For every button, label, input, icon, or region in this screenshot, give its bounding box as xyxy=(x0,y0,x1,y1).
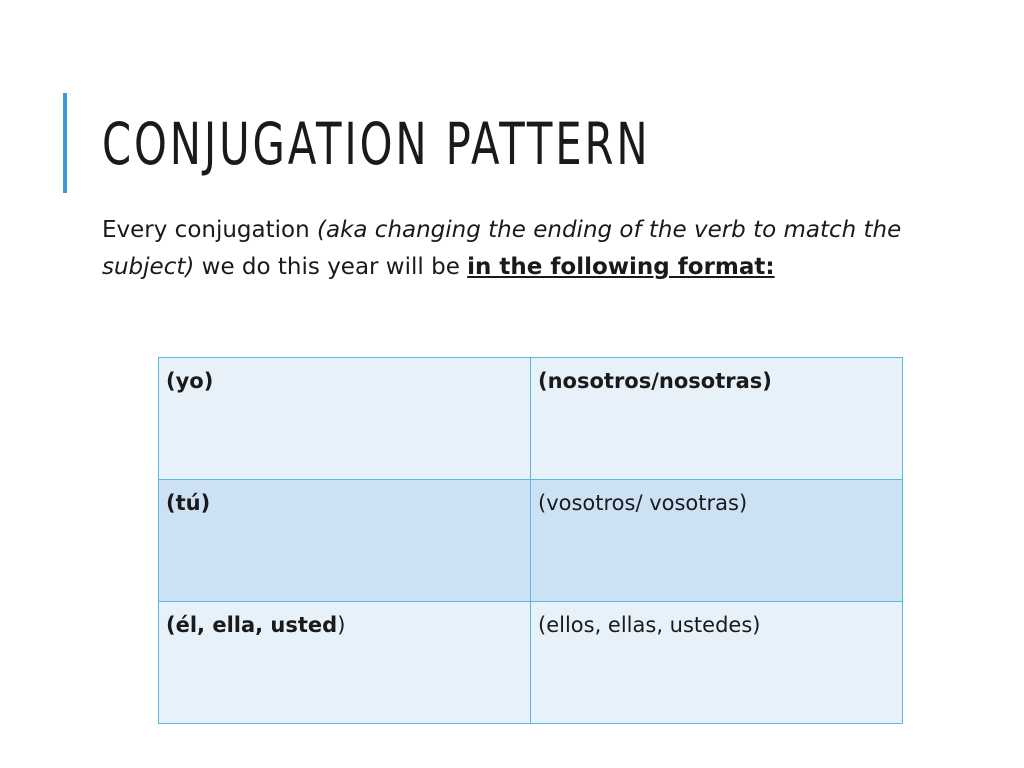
table-cell-tu xyxy=(159,480,531,602)
cell-bold-text: (él, ella, usted xyxy=(166,613,338,637)
conjugation-table xyxy=(158,357,903,724)
table-row xyxy=(159,480,903,602)
title-accent-bar xyxy=(63,93,67,193)
cell-bold-text: (tú) xyxy=(166,491,211,515)
slide-title: CONJUGATION PATTERN xyxy=(102,110,651,178)
body-text-middle: we do this year will be xyxy=(194,254,468,280)
slide-body-text xyxy=(102,212,902,286)
cell-text: (ellos, ellas, ustedes) xyxy=(538,613,761,637)
body-text-italic-note: (aka changing the ending of the verb to match the subject) xyxy=(102,217,902,280)
table-cell-nosotros xyxy=(531,358,903,480)
cell-bold-text: (yo) xyxy=(166,369,214,393)
table-row xyxy=(159,602,903,724)
table-cell-yo xyxy=(159,358,531,480)
table-cell-el-ella-usted xyxy=(159,602,531,724)
body-text-intro: Every conjugation xyxy=(102,217,317,243)
body-text-underlined: in the following format: xyxy=(467,254,775,280)
cell-text: (vosotros/ vosotras) xyxy=(538,491,748,515)
cell-bold-text: (nosotros/nosotras) xyxy=(538,369,772,393)
table-cell-ellos-ellas-ustedes xyxy=(531,602,903,724)
table-cell-vosotros xyxy=(531,480,903,602)
table-row xyxy=(159,358,903,480)
cell-text: ) xyxy=(337,613,346,637)
